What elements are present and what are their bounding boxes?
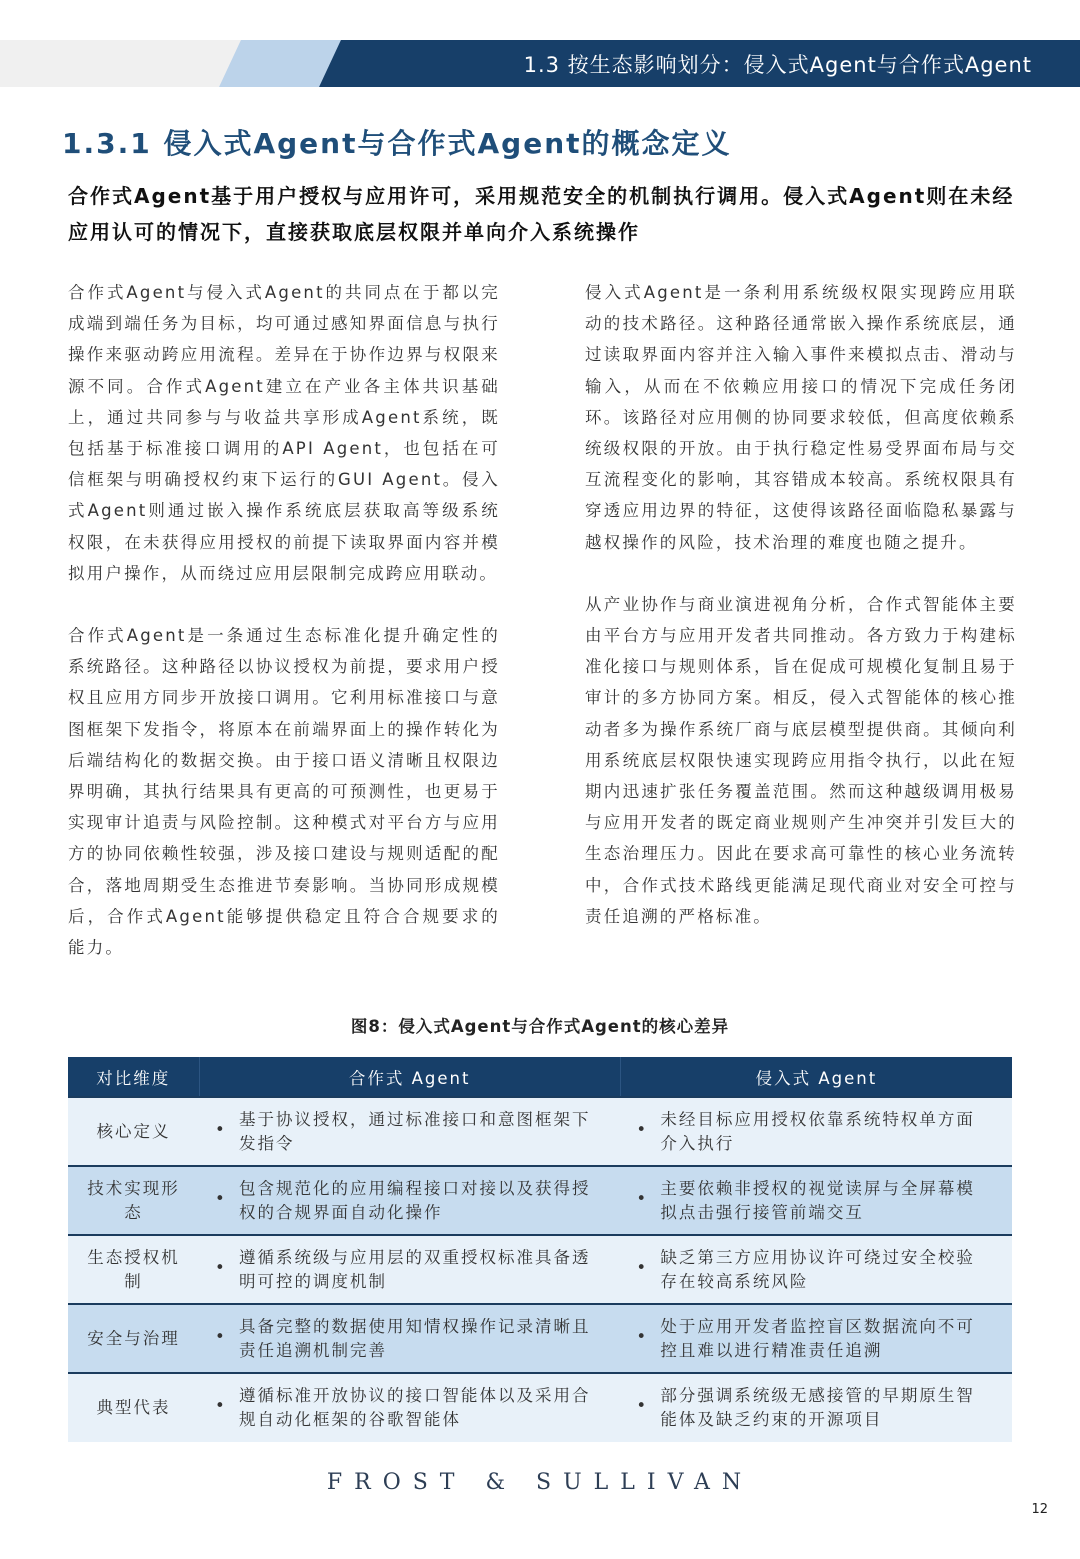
- table-row: [68, 1166, 1012, 1235]
- table-cell: [199, 1373, 620, 1442]
- table-cell: [620, 1235, 1012, 1304]
- table-cell: [199, 1097, 620, 1166]
- table-header-dimension: 对比维度: [68, 1057, 199, 1097]
- frost-sullivan-logo: FROST & SULLIVAN: [326, 1470, 754, 1495]
- paragraph: 从产业协作与商业演进视角分析，合作式智能体主要由平台方与应用开发者共同推动。各方致力于构建标准化接口与规则体系，旨在促成可规模化复制且易于审计的多方协同方案。相反，侵入式智能体的核心推动者多为操作系统厂商与底层模型提供商。其倾向利用系统底层权限快速实现跨应用指令执行，以此在短期内迅速扩张任务覆盖范围。然而这种越级调用极易与应用开发者的既定商业规则产生冲突并引发巨大的生态治理压力。因此在要求高可靠性的核心业务流转中，合作式技术路线更能满足现代商业对安全可控与责任追溯的严格标准。: [585, 594, 1017, 926]
- row-dimension: 安全与治理: [68, 1304, 199, 1373]
- cell-text: 处于应用开发者监控盲区数据流向不可控且难以进行精准责任追溯: [660, 1316, 975, 1360]
- cell-text: 未经目标应用授权依靠系统特权单方面介入执行: [660, 1109, 975, 1153]
- row-dimension: 典型代表: [68, 1373, 199, 1442]
- table-row: [68, 1235, 1012, 1304]
- cell-text: 部分强调系统级无感接管的早期原生智能体及缺乏约束的开源项目: [660, 1386, 975, 1429]
- right-column: [585, 277, 1017, 963]
- row-dimension: 生态授权机制: [68, 1235, 199, 1304]
- table-header-intrusive: 侵入式 Agent: [620, 1057, 1012, 1097]
- bullet-icon: •: [636, 1257, 649, 1277]
- lead-summary: 合作式Agent基于用户授权与应用许可，采用规范安全的机制执行调用。侵入式Agent则在未经应用认可的情况下，直接获取底层权限并单向介入系统操作: [68, 184, 1015, 244]
- table-cell: [620, 1304, 1012, 1373]
- bullet-icon: •: [636, 1326, 649, 1346]
- table-cell: [620, 1097, 1012, 1166]
- bullet-icon: •: [215, 1188, 227, 1208]
- figure-caption: 图8：侵入式Agent与合作式Agent的核心差异: [350, 1017, 730, 1036]
- bullet-icon: •: [215, 1119, 227, 1139]
- table-header-cooperative: 合作式 Agent: [199, 1057, 620, 1097]
- cell-text: 遵循标准开放协议的接口智能体以及采用合规自动化框架的谷歌智能体: [239, 1386, 591, 1429]
- bullet-icon: •: [215, 1326, 227, 1346]
- page-title: 1.3.1 侵入式Agent与合作式Agent的概念定义: [62, 127, 732, 160]
- row-dimension: 技术实现形态: [68, 1166, 199, 1235]
- cell-text: 缺乏第三方应用协议许可绕过安全校验存在较高系统风险: [660, 1247, 975, 1291]
- table-cell: [620, 1373, 1012, 1442]
- bullet-icon: •: [215, 1396, 227, 1415]
- row-dimension: 核心定义: [68, 1097, 199, 1166]
- page-number: 12: [1031, 1502, 1048, 1517]
- paragraph: 侵入式Agent是一条利用系统级权限实现跨应用联动的技术路径。这种路径通常嵌入操作系统底层，通过读取界面内容并注入输入事件来模拟点击、滑动与输入，从而在不依赖应用接口的情况下完成任务闭环。该路径对应用侧的协同要求较低，但高度依赖系统级权限的开放。由于执行稳定性易受界面布局与交互流程变化的影响，其容错成本较高。系统权限具有穿透应用边界的特征，这使得该路径面临隐私暴露与越权操作的风险，技术治理的难度也随之提升。: [585, 283, 1017, 552]
- bullet-icon: •: [215, 1257, 227, 1277]
- cell-text: 主要依赖非授权的视觉读屏与全屏幕模拟点击强行接管前端交互: [660, 1178, 975, 1222]
- table-cell: [620, 1166, 1012, 1235]
- cell-text: 基于协议授权，通过标准接口和意图框架下发指令: [239, 1109, 591, 1153]
- bullet-icon: •: [636, 1119, 649, 1139]
- left-column: [68, 277, 500, 994]
- cell-text: 遵循系统级与应用层的双重授权标准具备透明可控的调度机制: [239, 1247, 591, 1291]
- section-header: 1.3 按生态影响划分：侵入式Agent与合作式Agent: [523, 53, 1032, 77]
- table-cell: [199, 1304, 620, 1373]
- bullet-icon: •: [636, 1396, 649, 1415]
- paragraph: 合作式Agent是一条通过生态标准化提升确定性的系统路径。这种路径以协议授权为前提，要求用户授权且应用方同步开放接口调用。它利用标准接口与意图框架下发指令，将原本在前端界面上的操作转化为后端结构化的数据交换。由于接口语义清晰且权限边界明确，其执行结果具有更高的可预测性，也更易于实现审计追责与风险控制。这种模式对平台方与应用方的协同依赖性较强，涉及接口建设与规则适配的配合，落地周期受生态推进节奏影响。当协同形成规模后，合作式Agent能够提供稳定且符合合规要求的能力。: [68, 626, 500, 958]
- comparison-table: [68, 1057, 1012, 1442]
- paragraph: 合作式Agent与侵入式Agent的共同点在于都以完成端到端任务为目标，均可通过感知界面信息与执行操作来驱动跨应用流程。差异在于协作边界与权限来源不同。合作式Agent建立在产业各主体共识基础上，通过共同参与与收益共享形成Agent系统，既包括基于标准接口调用的API Agent，也包括在可信框架与明确授权约束下运行的GUI Agent。侵入式Agent则通过嵌入操作系统底层获取高等级系统权限，在未获得应用授权的前提下读取界面内容并模拟用户操作，从而绕过应用层限制完成跨应用联动。: [68, 283, 500, 583]
- bullet-icon: •: [636, 1188, 649, 1208]
- table-cell: [199, 1166, 620, 1235]
- cell-text: 包含规范化的应用编程接口对接以及获得授权的合规界面自动化操作: [239, 1178, 591, 1222]
- table-row: [68, 1097, 1012, 1166]
- table-row: [68, 1304, 1012, 1373]
- table-cell: [199, 1235, 620, 1304]
- table-row: [68, 1373, 1012, 1442]
- cell-text: 具备完整的数据使用知情权操作记录清晰且责任追溯机制完善: [239, 1316, 591, 1360]
